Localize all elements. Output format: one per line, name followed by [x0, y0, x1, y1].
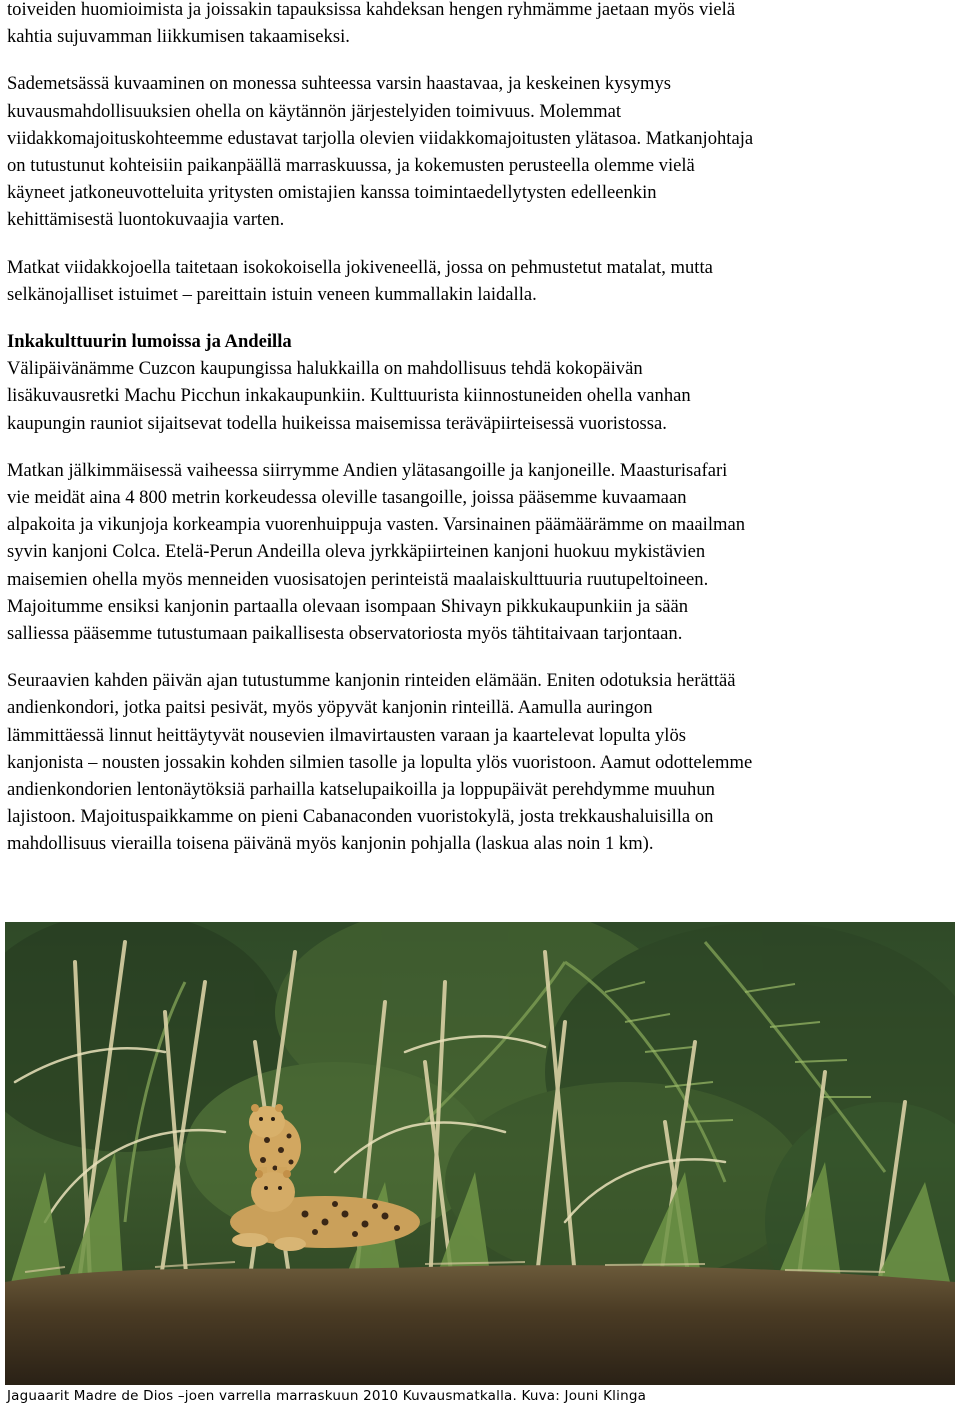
- text-line: syvin kanjoni Colca. Etelä-Perun Andeilla oleva jyrkkäpiirteinen kanjoni huokuu mykistävien: [7, 541, 706, 563]
- text-line: kuvausmahdollisuuksien ohella on käytännön järjestelyiden toimivuus. Molemmat: [7, 100, 622, 122]
- text-line: lämmittäessä linnut heittäytyvät nousevien ilmavirtausten varaan ja kaartelevat lopulta ylös: [7, 724, 686, 746]
- jaguar-photo: [5, 922, 955, 1385]
- text-line: kehittämisestä luontokuvaajia varten.: [7, 209, 285, 231]
- paragraph-rainforest: [7, 70, 957, 233]
- text-line: Matkan jälkimmäisessä vaiheessa siirrymme Andien ylätasangoille ja kanjoneille. Maasturisafari: [7, 459, 728, 481]
- paragraph-boats: [7, 254, 957, 308]
- text-line: salliessa pääsemme tutustumaan paikallisesta observatoriosta myös tähtitaivaan tarjontaan.: [7, 623, 683, 645]
- text-line: viidakkomajoituskohteemme edustavat tarjolla olevien viidakkomajoitusten ylätasoa. Matkanjohtaja: [7, 127, 754, 149]
- text-line: kahtia sujuvamman liikkumisen takaamiseksi.: [7, 26, 350, 48]
- text-line: kaupungin rauniot sijaitsevat todella huikeissa maisemissa teräväpiirteisessä vuoristossa.: [7, 412, 667, 434]
- photo-caption: Jaguaarit Madre de Dios –joen varrella marraskuun 2010 Kuvausmatkalla. Kuva: Jouni Klinga: [7, 1388, 647, 1404]
- jaguar-photo-illustration: [5, 922, 955, 1385]
- text-line: toiveiden huomioimista ja joissakin tapauksissa kahdeksan hengen ryhmämme jaetaan myös vielä: [7, 0, 736, 20]
- article-body: [7, 0, 957, 858]
- text-line: lisäkuvausretki Machu Picchun inkakaupunkiin. Kulttuurista kiinnostuneiden ohella vanhan: [7, 385, 691, 407]
- text-line: Seuraavien kahden päivän ajan tutustumme kanjonin rinteiden elämään. Eniten odotuksia herättää: [7, 670, 736, 692]
- text-line: Välipäivänämme Cuzcon kaupungissa halukkailla on mahdollisuus tehdä kokopäivän: [7, 358, 643, 380]
- text-line: käyneet jatkoneuvotteluita yritysten omistajien kanssa toimintaedellytysten edelleenkin: [7, 182, 657, 204]
- text-line: alpakoita ja vikunjoja korkeampia vuorenhuippuja vasten. Varsinainen päämäärämme on maailman: [7, 514, 745, 536]
- text-line: on tutustunut kohteisiin paikanpäällä marraskuussa, ja kokemusten perusteella olemme vielä: [7, 155, 695, 177]
- text-line: Matkat viidakkojoella taitetaan isokokoisella jokiveneellä, jossa on pehmustetut matalat, mutta: [7, 256, 713, 278]
- text-line: selkänojalliset istuimet – pareittain istuin veneen kummallakin laidalla.: [7, 283, 537, 305]
- text-line: lajistoon. Majoituspaikkamme on pieni Cabanaconden vuoristokylä, josta trekkaushaluisilla on: [7, 806, 714, 828]
- text-line: vie meidät aina 4 800 metrin korkeudessa oleville tasangoille, joissa pääsemme kuvaamaan: [7, 487, 687, 509]
- text-line: mahdollisuus vierailla toisena päivänä myös kanjonin pohjalla (laskua alas noin 1 km).: [7, 833, 654, 855]
- paragraph-condors: [7, 667, 957, 857]
- section-andes: [7, 328, 957, 437]
- text-line: andienkondorien lentonäytöksiä parhailla katselupaikoilla ja loppupäivät perehdymme muuhun: [7, 779, 715, 801]
- text-line: andienkondori, jotka paitsi pesivät, myös yöpyvät kanjonin rinteillä. Aamulla auringon: [7, 697, 653, 719]
- text-line: kanjonista – nousten jossakin kohden silmien tasolle ja lopulta ylös vuoristoon. Aamut odottelemme: [7, 751, 753, 773]
- section-heading: Inkakulttuurin lumoissa ja Andeilla: [7, 331, 292, 353]
- text-line: Majoitumme ensiksi kanjonin partaalla olevaan isompaan Shivayn pikkukaupunkiin ja sään: [7, 595, 689, 617]
- text-line: maisemien ohella myös menneiden vuosisatojen perinteistä maalaiskulttuuria ruutupeltoineen.: [7, 568, 709, 590]
- paragraph-colca: [7, 457, 957, 647]
- paragraph-intro: [7, 0, 957, 50]
- text-line: Sademetsässä kuvaaminen on monessa suhteessa varsin haastavaa, ja keskeinen kysymys: [7, 73, 672, 95]
